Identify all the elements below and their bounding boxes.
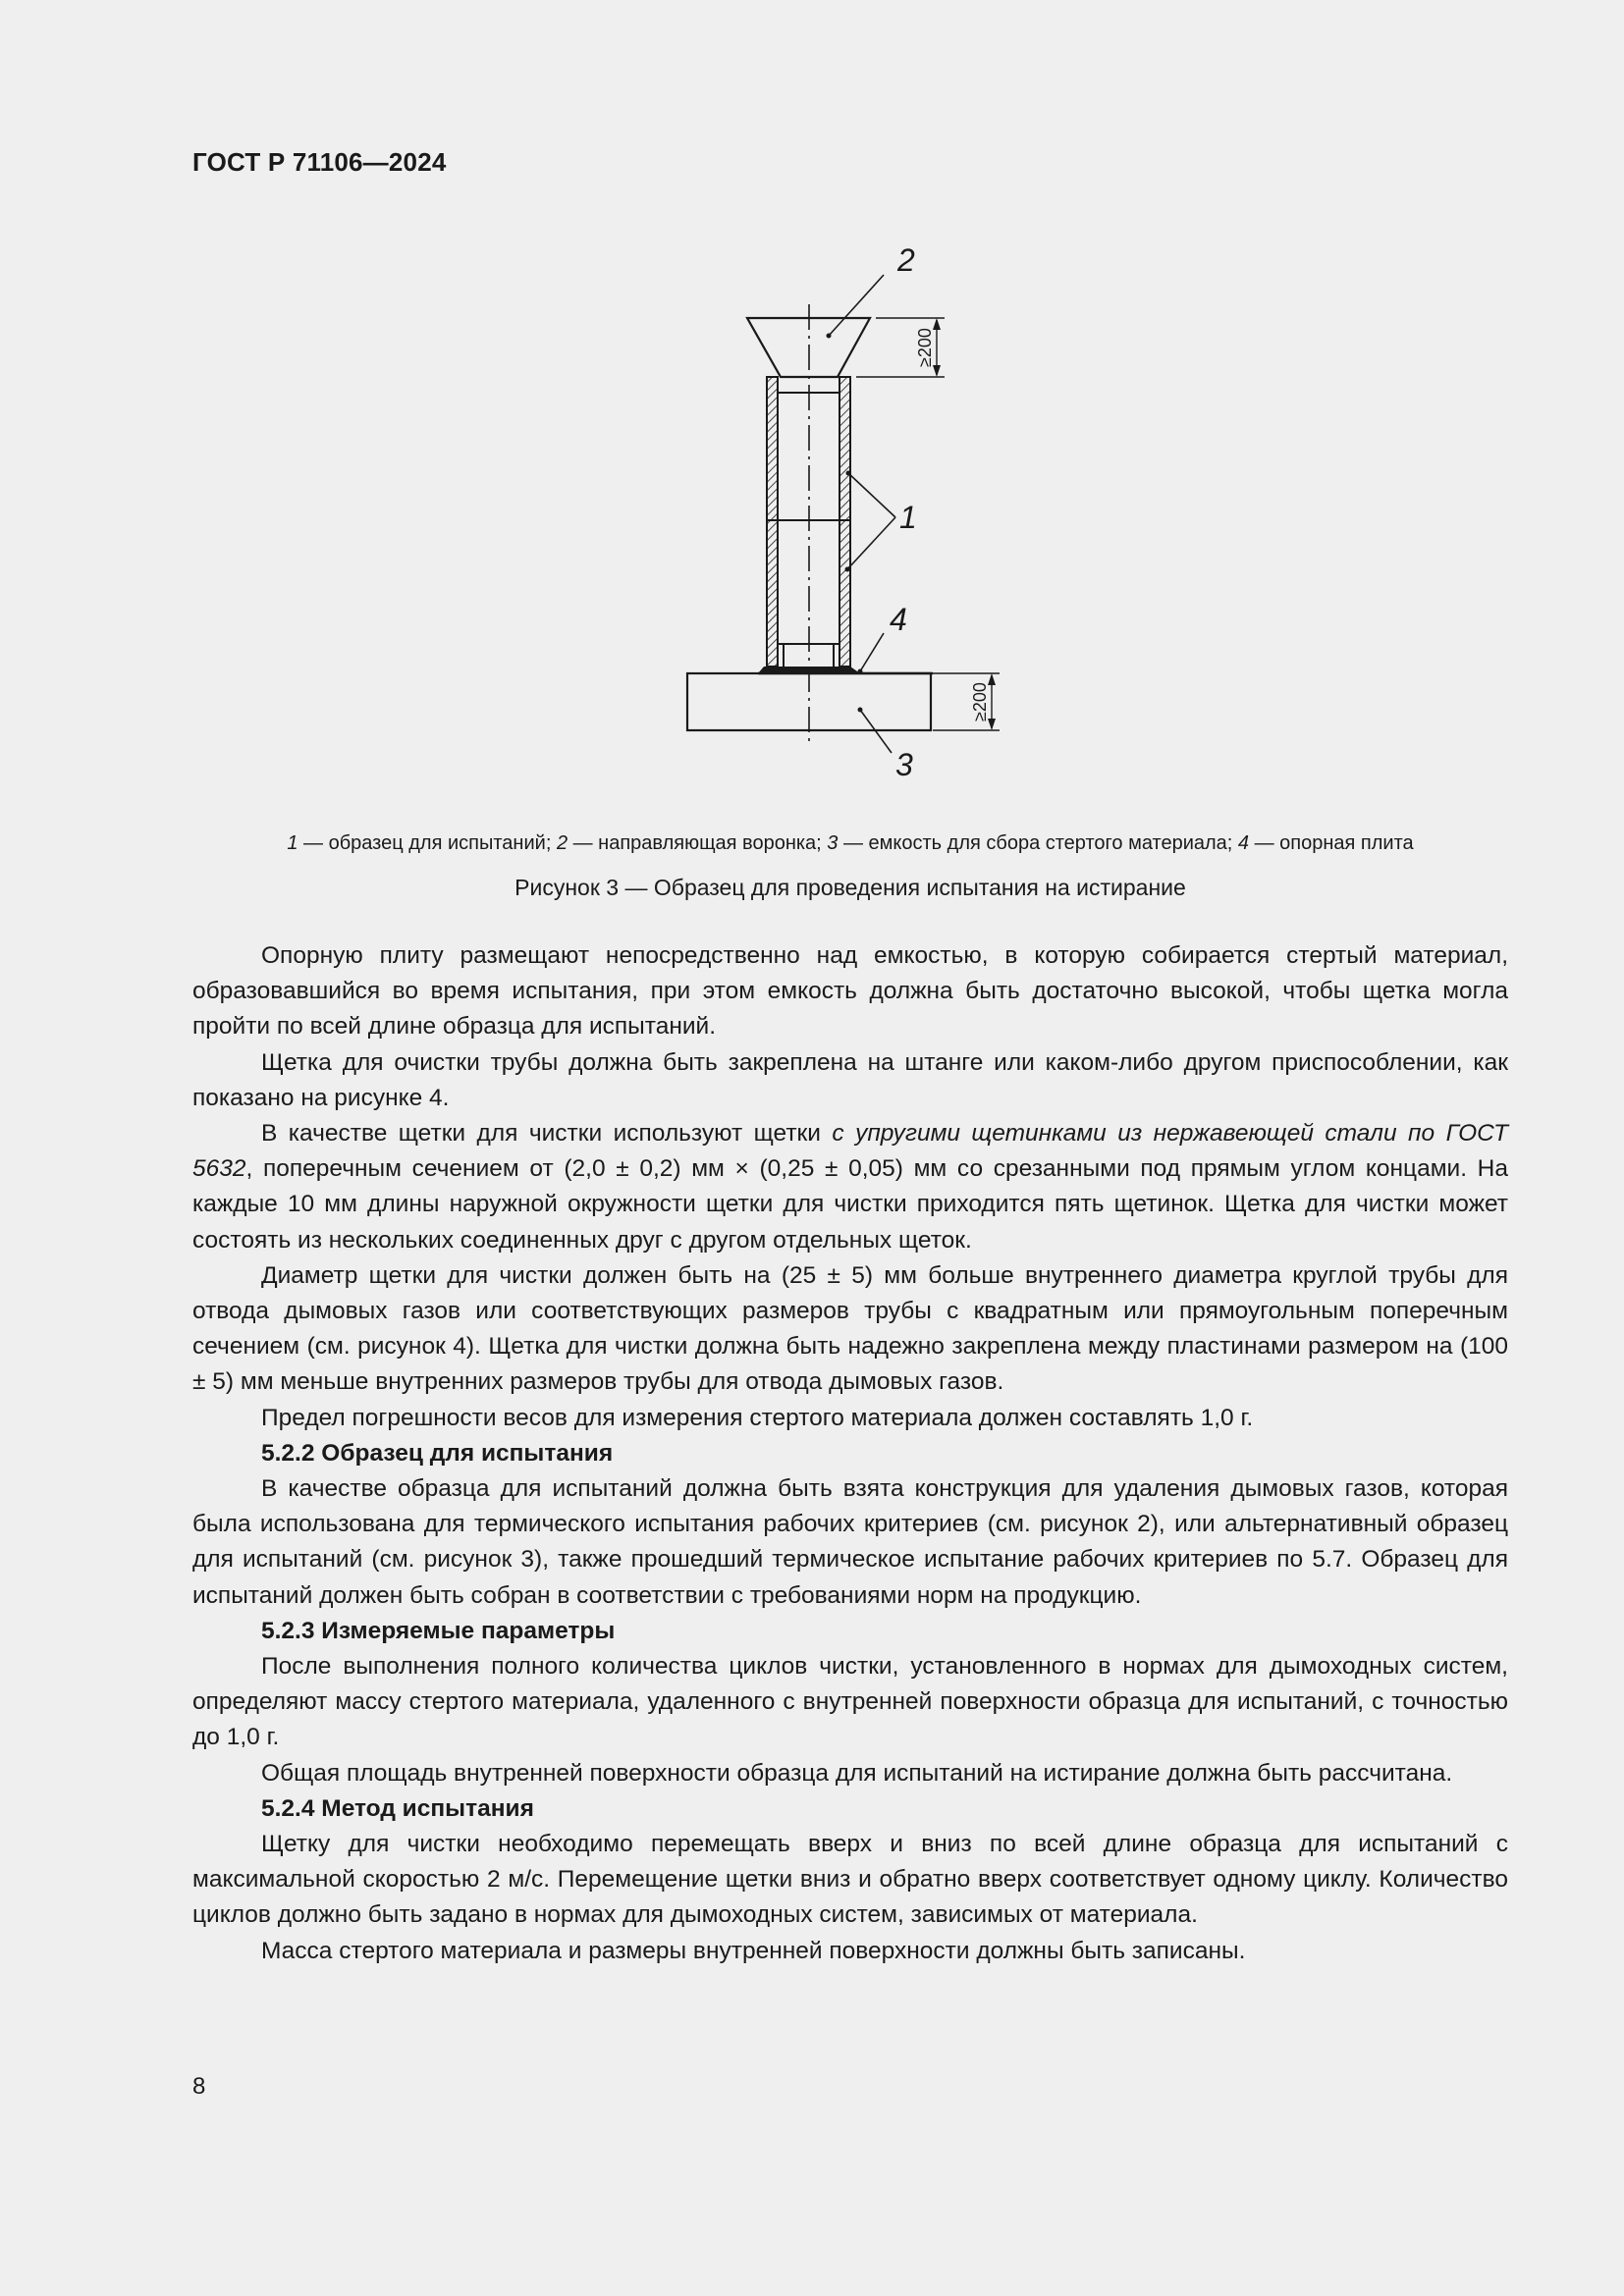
pipe-wall-right [839, 377, 850, 667]
dimension-bottom-label: ≥200 [970, 682, 990, 721]
dimension-top-label: ≥200 [915, 328, 935, 367]
legend-num-1: 1 [287, 832, 298, 854]
abrasion-specimen-diagram [638, 236, 1060, 805]
figure-3-drawing [638, 236, 1060, 805]
paragraph-part: В качестве щетки для чистки используют щетки [261, 1120, 833, 1148]
paragraph: Опорную плиту размещают непосредственно над емкостью, в которую собирается стертый материал, образовавшийся во время испытания, при этом емкость должна быть достаточно высокой, чтобы щетка могла пройти по всей длине образца для испытаний. [192, 942, 1508, 1041]
label-funnel: 2 [897, 242, 915, 278]
label-container: 3 [895, 747, 913, 782]
paragraph: После выполнения полного количества циклов чистки, установленного в нормах для дымоходных систем, определяют массу стертого материала, удаленного с внутренней поверхности образца для испытаний, с точностью до 1,0 г. [192, 1653, 1508, 1751]
paragraph: Предел погрешности весов для измерения стертого материала должен составлять 1,0 г. [261, 1404, 1254, 1431]
label-specimen: 1 [899, 500, 917, 535]
legend-text-2: — направляющая воронка; [568, 832, 828, 854]
label-plate: 4 [890, 602, 907, 637]
legend-text-4: — опорная плита [1249, 832, 1414, 854]
paragraph-part: , поперечным сечением от (2,0 ± 0,2) мм × (0,25 ± 0,05) мм со срезанными под прямым углом концами. На каждые 10 мм длины наружной окружности щетки для чистки приходится пять щетинок. Щетка для чистки может состоять из нескольких соединенных друг с другом отдельных щеток. [192, 1155, 1508, 1254]
legend-num-2: 2 [556, 832, 568, 854]
paragraph: Диаметр щетки для чистки должен быть на (25 ± 5) мм больше внутреннего диаметра круглой трубы для отвода дымовых газов или соответствующих размеров трубы с квадратным или прямоугольным поперечным сечением (см. рисунок 4). Щетка для чистки должна быть надежно закреплена между пластинами размером на (100 ± 5) мм меньше внутренних размеров трубы для отвода дымовых газов. [192, 1261, 1508, 1396]
legend-text-3: — емкость для сбора стертого материала; [838, 832, 1238, 854]
section-heading-5-2-4: 5.2.4 Метод испытания [261, 1794, 534, 1822]
legend-text-1: — образец для испытаний; [298, 832, 557, 854]
pipe-wall-left [767, 377, 778, 667]
paragraph [192, 1116, 1508, 1258]
paragraph: В качестве образца для испытаний должна быть взята конструкция для удаления дымовых газов, которая была использована для термического испытания рабочих критериев (см. рисунок 2), или альтернативный образец для испытаний (см. рисунок 3), также прошедший термическое испытание рабочих критериев по 5.7. Образец для испытаний должен быть собран в соответствии с требованиями норм на продукцию. [192, 1475, 1508, 1609]
paragraph: Щетку для чистки необходимо перемещать вверх и вниз по всей длине образца для испытаний с максимальной скоростью 2 м/с. Перемещение щетки вниз и обратно вверх соответствует одному циклу. Количество циклов должно быть задано в нормах для дымоходных систем, зависимых от материала. [192, 1831, 1508, 1929]
paragraph: Щетка для очистки трубы должна быть закреплена на штанге или каком-либо другом приспособлении, как показано на рисунке 4. [192, 1048, 1508, 1111]
page-number: 8 [192, 2073, 206, 2100]
legend-num-4: 4 [1237, 832, 1250, 854]
paragraph: Общая площадь внутренней поверхности образца для испытаний на истирание должна быть рассчитана. [261, 1759, 1453, 1787]
document-header: ГОСТ Р 71106—2024 [192, 147, 447, 177]
body-text [192, 938, 1508, 1969]
legend-num-3: 3 [827, 832, 839, 854]
paragraph-italic-part: с упругими щетинками из нержавеющей стали по ГОСТ 5632 [192, 1120, 1508, 1183]
figure-legend [192, 832, 1508, 855]
figure-title: Рисунок 3 — Образец для проведения испытания на истирание [514, 875, 1186, 900]
section-heading-5-2-2: 5.2.2 Образец для испытания [261, 1439, 614, 1467]
paragraph: Масса стертого материала и размеры внутренней поверхности должны быть записаны. [261, 1937, 1246, 1964]
section-heading-5-2-3: 5.2.3 Измеряемые параметры [261, 1617, 616, 1644]
